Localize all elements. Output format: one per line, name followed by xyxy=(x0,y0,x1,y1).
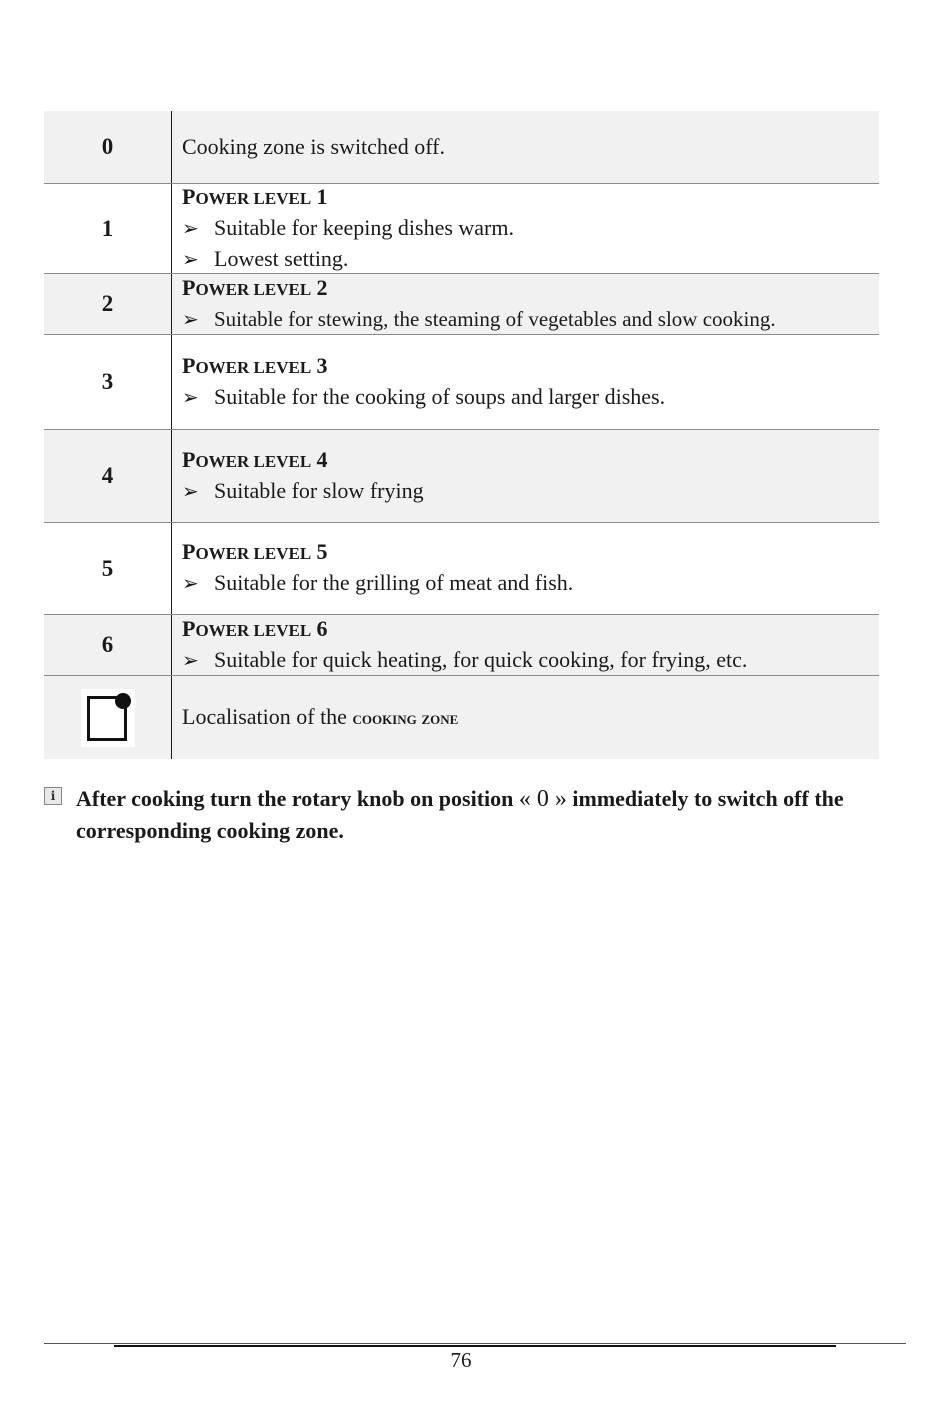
level-number: 6 xyxy=(44,615,172,675)
level-title: POWER LEVEL 1 xyxy=(182,183,328,209)
level-description xyxy=(172,184,879,273)
level-description xyxy=(172,111,879,183)
level-description xyxy=(172,274,879,334)
footer-divider xyxy=(44,1343,906,1344)
table-row xyxy=(44,523,879,615)
table-row xyxy=(44,184,879,274)
arrow-bullet-icon: ➢ xyxy=(182,217,199,240)
level-title: POWER LEVEL 6 xyxy=(182,615,328,641)
level-number: 1 xyxy=(44,184,172,273)
footer-divider xyxy=(114,1345,836,1347)
table-row xyxy=(44,430,879,523)
arrow-bullet-icon: ➢ xyxy=(182,248,199,271)
table-row xyxy=(44,335,879,430)
level-title: POWER LEVEL 2 xyxy=(182,274,328,300)
localisation-text: Localisation of the cooking zone xyxy=(182,703,459,729)
table-row xyxy=(44,274,879,335)
table-row xyxy=(44,111,879,184)
level-title: POWER LEVEL 5 xyxy=(182,539,328,564)
level-number: 0 xyxy=(44,111,172,183)
list-item: ➢ Lowest setting. xyxy=(182,244,879,275)
note-text: After cooking turn the rotary knob on position « 0 » immediately to switch off the corresponding cooking zone. xyxy=(76,786,844,843)
level-description xyxy=(172,676,879,759)
arrow-bullet-icon: ➢ xyxy=(182,649,199,672)
table-row xyxy=(44,676,879,759)
level-title: POWER LEVEL 3 xyxy=(182,352,328,378)
arrow-bullet-icon: ➢ xyxy=(182,480,199,503)
level-number: 5 xyxy=(44,523,172,614)
level-description xyxy=(172,430,879,522)
info-note xyxy=(44,783,884,846)
table-row xyxy=(44,615,879,676)
level-number: 4 xyxy=(44,430,172,522)
list-item: ➢ Suitable for the cooking of soups and larger dishes. xyxy=(182,382,879,413)
list-item: ➢ Suitable for keeping dishes warm. xyxy=(182,213,879,244)
list-item: ➢ Suitable for the grilling of meat and fish. xyxy=(182,568,879,599)
level-number: 3 xyxy=(44,335,172,429)
list-item: ➢ Suitable for stewing, the steaming of vegetables and slow cooking. xyxy=(182,304,879,335)
arrow-bullet-icon: ➢ xyxy=(182,386,199,409)
description-text: Cooking zone is switched off. xyxy=(182,134,445,159)
level-description xyxy=(172,335,879,429)
level-title: POWER LEVEL 4 xyxy=(182,446,328,472)
level-number xyxy=(44,676,172,759)
info-icon: i xyxy=(44,787,62,805)
power-level-table xyxy=(44,111,879,759)
list-item: ➢ Suitable for slow frying xyxy=(182,476,879,507)
arrow-bullet-icon: ➢ xyxy=(182,308,199,331)
list-item: ➢ Suitable for quick heating, for quick cooking, for frying, etc. xyxy=(182,645,879,676)
cooking-zone-icon xyxy=(81,689,135,747)
page-number: 76 xyxy=(450,1348,472,1372)
level-description xyxy=(172,523,879,614)
arrow-bullet-icon: ➢ xyxy=(182,573,199,595)
level-number: 2 xyxy=(44,274,172,334)
level-description xyxy=(172,615,879,675)
